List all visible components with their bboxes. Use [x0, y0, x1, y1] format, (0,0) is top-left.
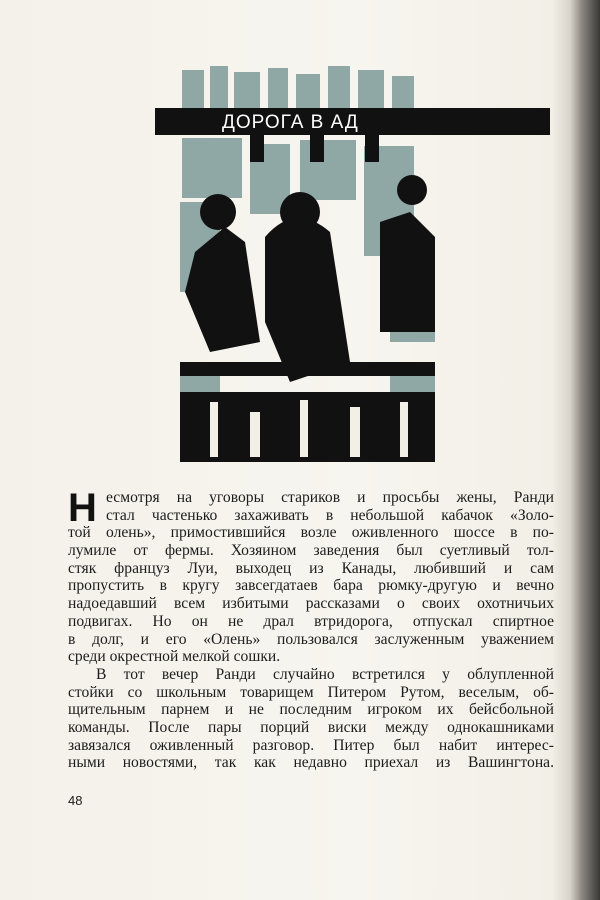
text-line: среди окрестной мелкой сошки.	[68, 648, 281, 666]
chapter-title: ДОРОГА В АД	[222, 112, 359, 133]
text-line: той олень», примостившийся возле оживленного шоссе в по-	[68, 524, 554, 542]
body-text	[68, 489, 554, 772]
page-number: 48	[68, 793, 83, 808]
drop-cap: Н	[68, 491, 97, 525]
text-line: стал частенько захаживать в небольшой кабачок «Золо-	[106, 506, 554, 524]
text-line: надоедавший всем избитыми рассказами о своих охотничьих	[68, 595, 554, 613]
text-line: ными новостями, так как недавно приехал из Вашингтона.	[68, 754, 554, 772]
text-line: стойки со школьным товарищем Питером Рутом, веселым, об-	[68, 683, 554, 701]
text-line: в долг, и его «Олень» пользовался заслуженным уважением	[68, 630, 554, 648]
text-line: стяк француз Луи, выходец из Канады, любивший и сам	[68, 559, 554, 577]
text-line: пропустить в кругу завсегдатаев бара рюмку-другую и вечно	[68, 577, 554, 595]
text-line: В тот вечер Ранди случайно встретился у облупленной	[96, 665, 554, 683]
text-line: подвигах. Но он не драл втридорога, отпускал спиртное	[68, 612, 554, 630]
text-line: щительным парнем и не последним игроком их бейсбольной	[68, 701, 554, 719]
text-line: завязался оживленный разговор. Питер был набит интерес-	[68, 736, 554, 754]
text-line: лумиле от фермы. Хозяином заведения был суетливый тол-	[68, 542, 554, 560]
text-line: есмотря на уговоры стариков и просьбы жены, Ранди	[106, 489, 554, 506]
text-line: команды. После пары порций виски между однокашниками	[68, 718, 554, 736]
